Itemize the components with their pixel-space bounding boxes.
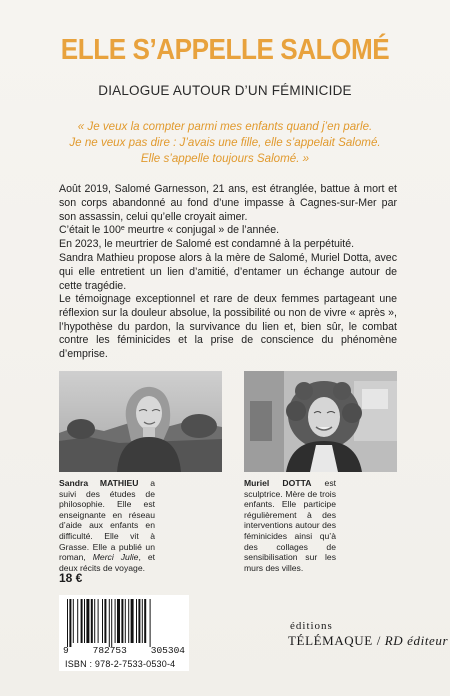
portrait-image <box>244 371 397 472</box>
barcode-bar <box>144 599 146 643</box>
publisher-partner: RD éditeur <box>384 633 449 648</box>
bio-text: , et deux récits de voyage. <box>59 552 155 573</box>
isbn: ISBN : 978-2-7533-0530-4 <box>65 659 176 669</box>
barcode-bar <box>138 599 140 643</box>
pull-quote <box>40 119 410 167</box>
synopsis <box>59 183 397 293</box>
quote-line: Elle s’appelle toujours Salomé. » <box>140 152 310 165</box>
barcode-bars <box>59 595 189 647</box>
description-paragraph: Le témoignage exceptionnel et rare de deux femmes partageant une réflexion sur la douleur absolue, la possibilité ou non de vivre « après », l’hypothèse du pardon, la survivance du lien et, bien sûr, le combat contre les féminicides et la prise de conscience du phénomène d’emprise. <box>59 293 397 361</box>
barcode-digit: 9 <box>63 645 69 656</box>
publisher-separator: / <box>372 633 385 648</box>
barcode-bar <box>117 599 120 643</box>
barcode-bar <box>104 599 106 643</box>
synopsis-text: C’était le 100 <box>59 224 121 237</box>
barcode-bar <box>121 599 123 643</box>
book-title: ELLE S’APPELLE SALOMÉ <box>60 34 390 66</box>
barcode-bar <box>150 599 151 647</box>
publisher-logo <box>288 620 448 650</box>
synopsis-text: meurtre « conjugal » de l’année. <box>124 224 280 237</box>
barcode-bar <box>84 599 85 643</box>
publisher-name: TÉLÉMAQUE <box>288 633 373 648</box>
barcode-bar <box>69 599 71 647</box>
portrait-image <box>59 371 222 472</box>
barcode-bar <box>91 599 93 643</box>
barcode-bar <box>86 599 89 643</box>
synopsis-paragraph <box>59 224 397 238</box>
quote-line: « Je veux la compter parmi mes enfants quand j’en parle. <box>77 120 373 133</box>
barcode-digit-group: 305304 <box>150 645 185 656</box>
barcode-bar <box>111 599 112 647</box>
barcode-bar <box>136 599 137 643</box>
synopsis-paragraph: En 2023, le meurtrier de Salomé est condamné à la perpétuité. <box>59 238 355 251</box>
barcode-bar <box>115 599 116 643</box>
barcode-bar <box>77 599 78 643</box>
barcode-bar <box>81 599 83 643</box>
author-name: Muriel DOTTA <box>244 478 312 488</box>
synopsis-paragraph: Sandra Mathieu propose alors à la mère de Salomé, Muriel Dotta, avec qui elle entretient un lien d’amitié, d’entamer un échange autour de cette tragédie. <box>59 251 397 292</box>
synopsis-paragraph: Août 2019, Salomé Garnesson, 21 ans, est étranglée, battue à mort et son corps abandonné au fond d’une impasse à Cagnes-sur-Mer par son assassin, celui qu’elle croyait aimer. <box>59 183 397 223</box>
price: 18 € <box>59 571 83 585</box>
author-photo-sandra <box>59 371 222 472</box>
barcode-bar <box>94 599 95 643</box>
barcode-bar <box>98 599 99 643</box>
barcode-bar <box>142 599 143 643</box>
quote-line: Je ne veux pas dire : J’avais une fille, elle s’appelait Salomé. <box>69 136 381 149</box>
publisher-prefix: éditions <box>290 620 333 632</box>
bio-text: a suivi des études de philosophie. Elle est enseignante en réseau d’aide aux enfants en difficulté. Elle vit à Grasse. Elle a publié un roman, <box>59 478 156 563</box>
barcode-bar <box>131 599 134 643</box>
barcode-bar <box>67 599 68 647</box>
barcode-bar <box>125 599 126 643</box>
barcode-digits <box>59 645 189 656</box>
barcode-bar <box>109 599 110 647</box>
publisher-name-line <box>288 633 448 648</box>
bio-text: est sculptrice. Mère de trois enfants. Elle participe régulièrement à des interventions autour des féminicides ainsi qu’à des collages de sensibilisation sur les murs des villes. <box>244 478 336 573</box>
author-bio-muriel <box>244 478 336 573</box>
author-photo-muriel <box>244 371 397 472</box>
author-name: Sandra MATHIEU <box>59 478 139 488</box>
barcode-bar <box>128 599 129 643</box>
superscript: e <box>120 225 125 233</box>
book-subtitle: DIALOGUE AUTOUR D’UN FÉMINICIDE <box>98 83 352 98</box>
barcode-digit-group: 782753 <box>92 645 127 656</box>
book-reference: Merci Julie <box>92 552 139 563</box>
barcode-bar <box>102 599 103 643</box>
author-bio-sandra <box>59 478 155 573</box>
barcode-bar <box>73 599 74 643</box>
